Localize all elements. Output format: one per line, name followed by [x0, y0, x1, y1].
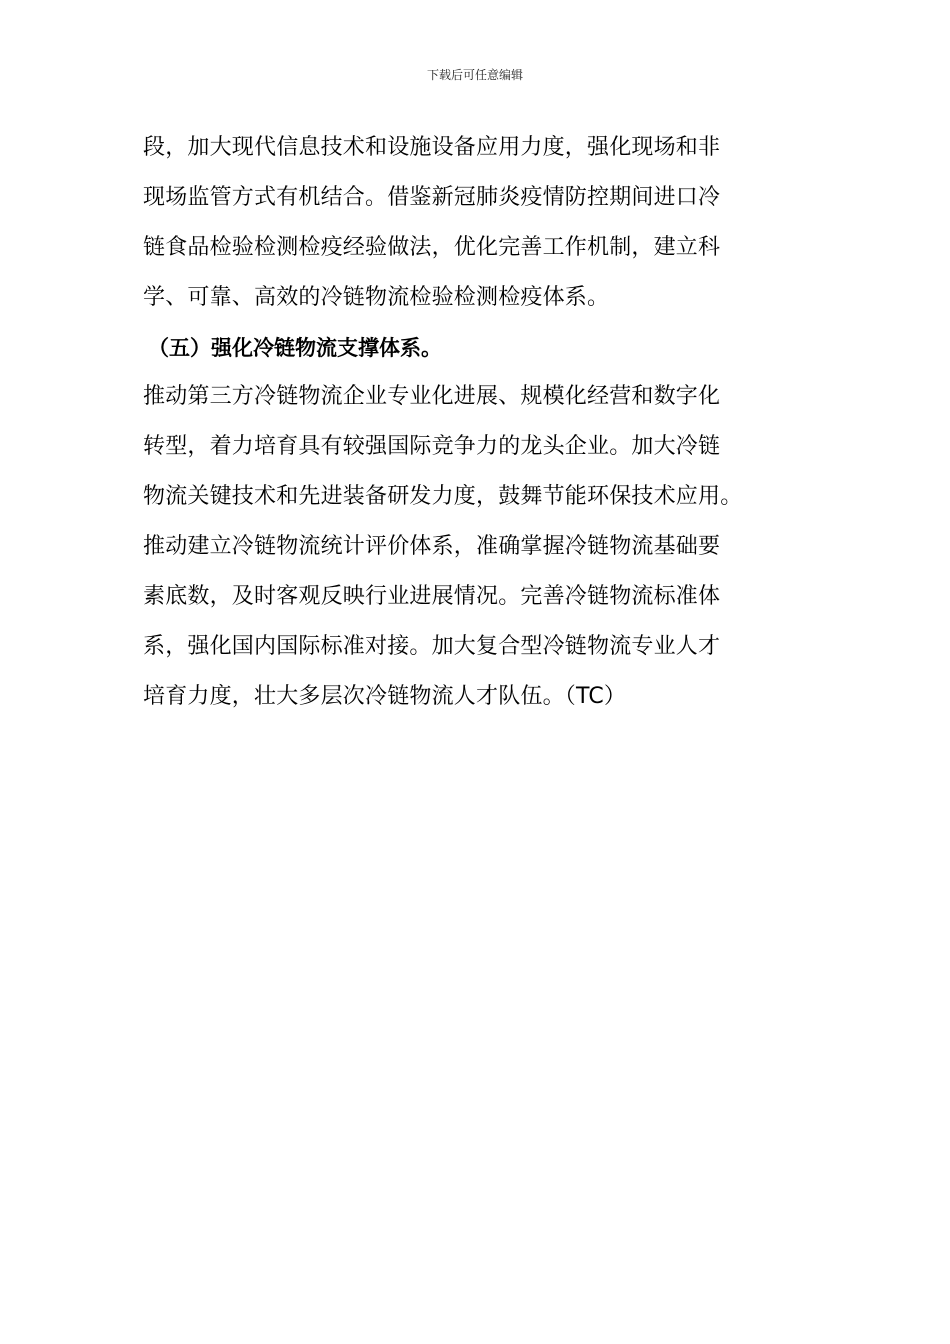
paragraph1-line: 现场监管方式有机结合。借鉴新冠肺炎疫情防控期间进口冷: [143, 185, 721, 210]
paragraph2-line: 素底数，及时客观反映行业进展情况。完善冷链物流标准体: [143, 584, 721, 609]
paragraph2-line: 转型，着力培育具有较强国际竞争力的龙头企业。加大冷链: [143, 434, 721, 459]
paragraph2-line: 培育力度，壮大多层次冷链物流人才队伍。（TC）: [143, 684, 627, 709]
paragraph1-line: 段，加大现代信息技术和设施设备应用力度，强化现场和非: [143, 135, 721, 160]
paragraph2-line: 推动第三方冷链物流企业专业化进展、规模化经营和数字化: [143, 384, 721, 409]
header-note: 下载后可任意编辑: [426, 68, 523, 82]
paragraph2-line: 推动建立冷链物流统计评价体系，准确掌握冷链物流基础要: [143, 534, 721, 559]
paragraph2-line: 系，强化国内国际标准对接。加大复合型冷链物流专业人才: [143, 634, 721, 659]
paragraph1-line: 学、可靠、高效的冷链物流检验检测检疫体系。: [143, 285, 610, 310]
paragraph2-line: 物流关键技术和先进装备研发力度，鼓舞节能环保技术应用。: [143, 484, 743, 509]
section-heading: （五）强化冷链物流支撑体系。: [148, 336, 442, 360]
paragraph1-line: 链食品检验检测检疫经验做法，优化完善工作机制，建立科: [143, 235, 721, 260]
